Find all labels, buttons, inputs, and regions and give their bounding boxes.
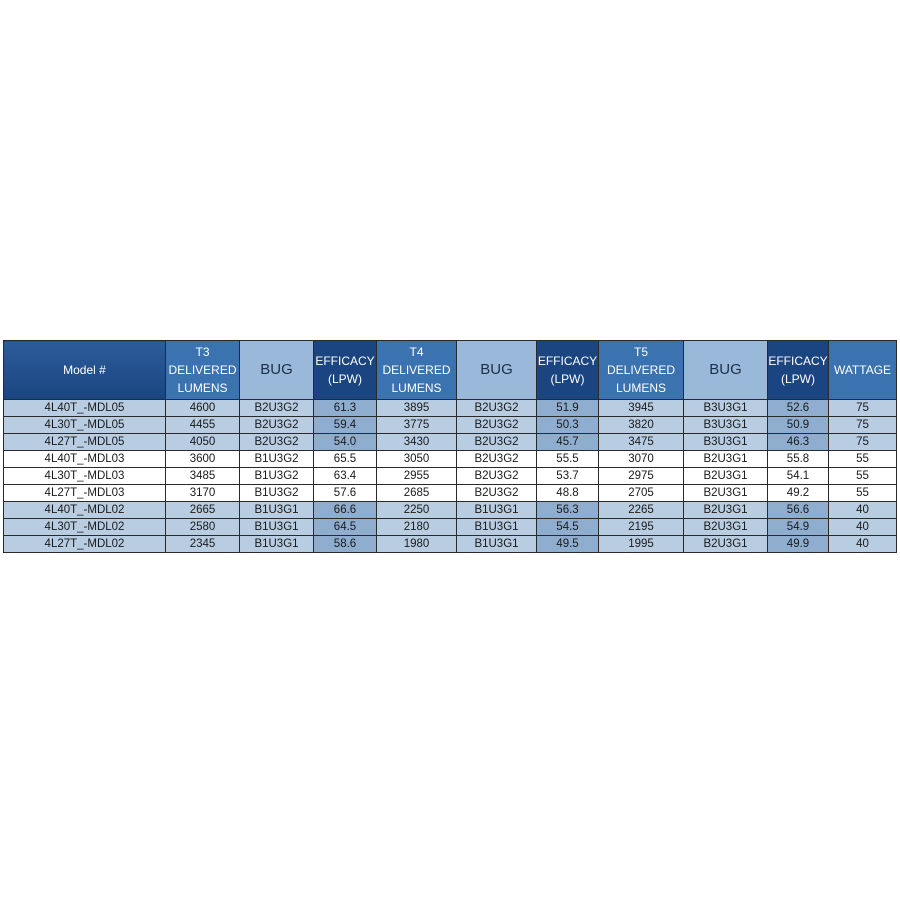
cell-t3-bug: B2U3G2 [240, 417, 314, 434]
cell-t3-bug: B2U3G2 [240, 400, 314, 417]
cell-t5-bug: B2U3G1 [684, 536, 768, 553]
cell-wattage: 75 [829, 400, 897, 417]
cell-t5-efficacy: 49.2 [768, 485, 829, 502]
cell-t5-bug: B2U3G1 [684, 502, 768, 519]
cell-t4-lumens: 2180 [377, 519, 457, 536]
table-row [4, 536, 897, 553]
header-t5-efficacy: EFFICACY (LPW) [768, 341, 829, 400]
cell-wattage: 40 [829, 536, 897, 553]
cell-t5-efficacy: 50.9 [768, 417, 829, 434]
cell-t4-bug: B1U3G1 [457, 519, 537, 536]
cell-t3-efficacy: 54.0 [314, 434, 377, 451]
cell-t5-efficacy: 55.8 [768, 451, 829, 468]
cell-t4-efficacy: 56.3 [537, 502, 599, 519]
cell-t3-bug: B1U3G1 [240, 536, 314, 553]
cell-t3-efficacy: 65.5 [314, 451, 377, 468]
table-row [4, 417, 897, 434]
cell-t5-lumens: 2195 [599, 519, 684, 536]
cell-t4-efficacy: 49.5 [537, 536, 599, 553]
cell-t4-lumens: 2250 [377, 502, 457, 519]
lumens-spec-table [3, 340, 897, 553]
cell-t3-lumens: 4050 [166, 434, 240, 451]
header-t4-bug: BUG [457, 341, 537, 400]
cell-t3-lumens: 3485 [166, 468, 240, 485]
cell-t4-efficacy: 48.8 [537, 485, 599, 502]
cell-t3-lumens: 4455 [166, 417, 240, 434]
cell-t4-efficacy: 50.3 [537, 417, 599, 434]
cell-t5-lumens: 3070 [599, 451, 684, 468]
cell-model: 4L27T_-MDL03 [4, 485, 166, 502]
cell-t5-lumens: 2975 [599, 468, 684, 485]
cell-model: 4L27T_-MDL05 [4, 434, 166, 451]
cell-wattage: 55 [829, 451, 897, 468]
table-row [4, 400, 897, 417]
table-row [4, 519, 897, 536]
cell-t4-bug: B1U3G1 [457, 502, 537, 519]
cell-wattage: 75 [829, 434, 897, 451]
header-wattage: WATTAGE [829, 341, 897, 400]
cell-t5-efficacy: 54.9 [768, 519, 829, 536]
cell-t5-lumens: 3820 [599, 417, 684, 434]
cell-t5-lumens: 2705 [599, 485, 684, 502]
header-t3-delivered-lumens: T3 DELIVERED LUMENS [166, 341, 240, 400]
cell-t5-efficacy: 56.6 [768, 502, 829, 519]
cell-t4-lumens: 2685 [377, 485, 457, 502]
cell-t4-lumens: 3895 [377, 400, 457, 417]
cell-t3-lumens: 2345 [166, 536, 240, 553]
cell-t5-lumens: 2265 [599, 502, 684, 519]
cell-model: 4L30T_-MDL03 [4, 468, 166, 485]
cell-t4-bug: B2U3G2 [457, 417, 537, 434]
cell-t4-bug: B2U3G2 [457, 468, 537, 485]
cell-t5-bug: B2U3G1 [684, 519, 768, 536]
cell-t3-lumens: 3170 [166, 485, 240, 502]
cell-t5-efficacy: 49.9 [768, 536, 829, 553]
cell-wattage: 55 [829, 468, 897, 485]
cell-t3-efficacy: 61.3 [314, 400, 377, 417]
cell-t4-lumens: 3430 [377, 434, 457, 451]
cell-t4-lumens: 2955 [377, 468, 457, 485]
cell-t4-bug: B1U3G1 [457, 536, 537, 553]
cell-t4-bug: B2U3G2 [457, 485, 537, 502]
cell-wattage: 55 [829, 485, 897, 502]
cell-t4-lumens: 1980 [377, 536, 457, 553]
cell-t5-bug: B2U3G1 [684, 485, 768, 502]
cell-model: 4L27T_-MDL02 [4, 536, 166, 553]
table-row [4, 434, 897, 451]
header-t3-bug: BUG [240, 341, 314, 400]
cell-t4-lumens: 3775 [377, 417, 457, 434]
cell-t3-efficacy: 59.4 [314, 417, 377, 434]
cell-t3-lumens: 2665 [166, 502, 240, 519]
cell-t3-efficacy: 63.4 [314, 468, 377, 485]
table-row [4, 451, 897, 468]
header-t5-bug: BUG [684, 341, 768, 400]
table-row [4, 502, 897, 519]
cell-t5-bug: B3U3G1 [684, 417, 768, 434]
cell-model: 4L40T_-MDL02 [4, 502, 166, 519]
cell-t3-lumens: 3600 [166, 451, 240, 468]
header-t4-efficacy: EFFICACY (LPW) [537, 341, 599, 400]
cell-t5-bug: B3U3G1 [684, 434, 768, 451]
cell-model: 4L40T_-MDL03 [4, 451, 166, 468]
header-t3-efficacy: EFFICACY (LPW) [314, 341, 377, 400]
cell-t3-efficacy: 64.5 [314, 519, 377, 536]
cell-t4-lumens: 3050 [377, 451, 457, 468]
cell-t3-efficacy: 57.6 [314, 485, 377, 502]
cell-wattage: 40 [829, 502, 897, 519]
cell-wattage: 40 [829, 519, 897, 536]
cell-t4-bug: B2U3G2 [457, 451, 537, 468]
cell-t3-bug: B1U3G1 [240, 519, 314, 536]
cell-t4-efficacy: 55.5 [537, 451, 599, 468]
cell-t3-bug: B2U3G2 [240, 434, 314, 451]
cell-t5-lumens: 3945 [599, 400, 684, 417]
cell-model: 4L40T_-MDL05 [4, 400, 166, 417]
cell-t5-bug: B2U3G1 [684, 468, 768, 485]
cell-wattage: 75 [829, 417, 897, 434]
cell-t5-efficacy: 46.3 [768, 434, 829, 451]
header-t4-delivered-lumens: T4 DELIVERED LUMENS [377, 341, 457, 400]
cell-t3-bug: B1U3G1 [240, 502, 314, 519]
header-row [4, 341, 897, 400]
cell-t5-lumens: 1995 [599, 536, 684, 553]
cell-t5-lumens: 3475 [599, 434, 684, 451]
cell-model: 4L30T_-MDL05 [4, 417, 166, 434]
header-t5-delivered-lumens: T5 DELIVERED LUMENS [599, 341, 684, 400]
table-row [4, 485, 897, 502]
cell-t5-efficacy: 54.1 [768, 468, 829, 485]
cell-t3-bug: B1U3G2 [240, 468, 314, 485]
cell-t4-bug: B2U3G2 [457, 434, 537, 451]
header-model: Model # [4, 341, 166, 400]
cell-t3-efficacy: 66.6 [314, 502, 377, 519]
cell-t4-efficacy: 54.5 [537, 519, 599, 536]
cell-t4-efficacy: 53.7 [537, 468, 599, 485]
cell-t3-bug: B1U3G2 [240, 451, 314, 468]
cell-t3-lumens: 2580 [166, 519, 240, 536]
cell-t3-lumens: 4600 [166, 400, 240, 417]
cell-model: 4L30T_-MDL02 [4, 519, 166, 536]
cell-t4-efficacy: 51.9 [537, 400, 599, 417]
cell-t3-efficacy: 58.6 [314, 536, 377, 553]
cell-t3-bug: B1U3G2 [240, 485, 314, 502]
cell-t4-bug: B2U3G2 [457, 400, 537, 417]
cell-t4-efficacy: 45.7 [537, 434, 599, 451]
cell-t5-efficacy: 52.6 [768, 400, 829, 417]
table-row [4, 468, 897, 485]
cell-t5-bug: B2U3G1 [684, 451, 768, 468]
table-body [4, 400, 897, 553]
cell-t5-bug: B3U3G1 [684, 400, 768, 417]
